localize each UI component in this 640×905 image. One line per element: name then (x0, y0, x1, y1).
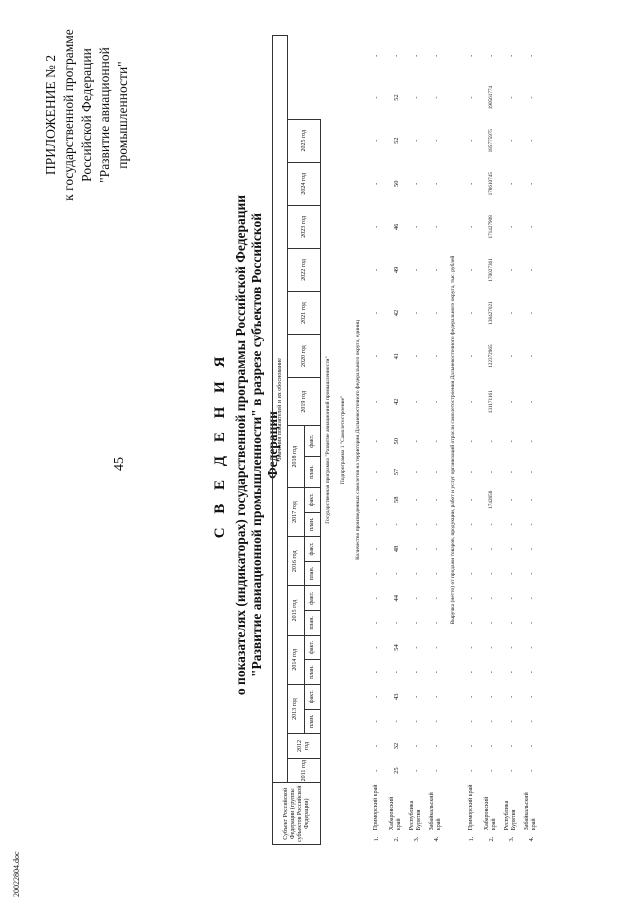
value-cell: - (487, 769, 495, 772)
value-cell: 58 (392, 496, 400, 503)
region-name: Забайкальский край (429, 792, 442, 831)
year-2016-header: 2016 год (288, 537, 305, 586)
fact-header: факт. (304, 684, 321, 709)
value-cell: - (412, 139, 420, 142)
value-cell: - (467, 268, 475, 272)
region-name: Республика Бурятия (504, 800, 517, 831)
table-row (366, 36, 386, 845)
fact-header: факт. (304, 635, 321, 660)
value-cell: - (372, 769, 380, 772)
value-cell: - (527, 523, 535, 526)
table-body (321, 36, 542, 845)
indicators-table (272, 35, 541, 845)
value-cell: 32 (392, 742, 400, 750)
fact-header: факт. (304, 426, 321, 457)
value-cell: - (467, 671, 475, 674)
value-cell: 52 (392, 137, 400, 144)
value-cell: - (467, 311, 475, 315)
year-2014-header: 2014 год (288, 635, 305, 684)
value-cell: - (507, 182, 515, 185)
row-number: 3. (412, 836, 420, 842)
value-cell: - (507, 225, 515, 228)
appendix-line-3: Российской Федерации (79, 48, 94, 182)
table-row (461, 36, 481, 845)
value-cell: - (372, 311, 380, 315)
year-2021-header: 2021 год (288, 291, 321, 334)
value-cell: - (507, 597, 515, 600)
value-cell: 25 (392, 767, 400, 774)
value-cell: - (372, 572, 380, 575)
value-cell: - (412, 597, 420, 600)
value-cell: - (432, 139, 440, 142)
value-cell: - (487, 54, 495, 57)
value-cell: - (527, 621, 535, 624)
year-2012-header: 2012 год (288, 734, 321, 759)
value-cell: - (412, 355, 420, 358)
value-cell: - (432, 671, 440, 674)
region-name: Хабаровский край (389, 796, 402, 831)
value-cell: - (487, 547, 495, 551)
title-line-2: о показателях (индикаторах) государственной программы Российской Федерации (233, 194, 248, 696)
value-cell: - (412, 225, 420, 228)
value-cell: - (467, 182, 475, 185)
region-name: Забайкальский край (524, 792, 537, 831)
value-cell: - (432, 182, 440, 185)
value-cell: - (392, 720, 400, 723)
table-row (521, 36, 541, 845)
value-cell: - (467, 597, 475, 600)
value-cell: - (392, 523, 400, 526)
year-2020-header: 2020 год (288, 335, 321, 378)
value-cell: - (372, 720, 380, 723)
value-cell: - (467, 355, 475, 358)
value-cell: 44 (392, 595, 400, 602)
fact-header: факт. (304, 586, 321, 611)
value-cell: - (432, 769, 440, 772)
value-cell: - (487, 523, 495, 526)
value-cell: - (467, 769, 475, 772)
row-number: 3. (507, 836, 515, 842)
value-cell: - (432, 311, 440, 315)
value-cell: - (527, 440, 535, 443)
value-cell: - (487, 572, 495, 575)
value-cell: 41 (392, 352, 400, 360)
table-row (386, 36, 406, 845)
value-cell: 1742858 (487, 490, 494, 509)
value-cell: - (432, 355, 440, 358)
value-cell: - (527, 182, 535, 185)
value-cell: - (507, 498, 515, 501)
year-2015-header: 2015 год (288, 586, 305, 635)
value-cell: - (432, 597, 440, 600)
value-cell: 131171161 (487, 390, 494, 414)
value-cell: - (507, 311, 515, 315)
value-cell: - (432, 621, 440, 624)
value-cell: - (432, 646, 440, 649)
value-cell: - (507, 400, 515, 403)
value-cell: - (412, 268, 420, 272)
value-cell: - (412, 671, 420, 674)
value-cell: - (432, 547, 440, 551)
appendix-line-5: промышленности" (115, 61, 130, 169)
value-cell: - (467, 139, 475, 142)
value-cell: - (527, 597, 535, 600)
region-name: Хабаровский край (484, 796, 497, 831)
value-cell: - (392, 621, 400, 624)
value-cell: - (527, 572, 535, 575)
value-cell: 57 (392, 468, 400, 476)
value-cell: - (467, 547, 475, 551)
value-cell: 54 (392, 644, 400, 651)
value-cell: - (372, 470, 380, 474)
value-cell: - (372, 547, 380, 551)
col-subject-header: Субъект Российской Федерации (группы субъектов Российской Федерации) (273, 783, 321, 845)
appendix-line-1: ПРИЛОЖЕНИЕ № 2 (43, 54, 58, 176)
value-cell: - (467, 744, 475, 748)
value-cell: - (467, 96, 475, 99)
region-name: Республика Бурятия (409, 800, 422, 831)
value-cell: - (412, 695, 420, 698)
value-cell: - (432, 54, 440, 57)
value-cell: 190561774 (487, 85, 494, 110)
value-cell: - (372, 695, 380, 698)
region-name: Приморский край (467, 784, 474, 831)
row-number: 2. (392, 836, 400, 842)
value-cell: - (527, 311, 535, 315)
table-row (501, 36, 521, 845)
value-cell: - (432, 225, 440, 228)
value-cell: - (467, 54, 475, 57)
value-cell: - (432, 470, 440, 474)
value-cell: - (527, 225, 535, 228)
appendix-line-2: к государственной программе (61, 29, 76, 201)
value-cell: - (412, 646, 420, 649)
value-cell: - (412, 744, 420, 748)
value-cell: - (372, 355, 380, 358)
value-cell: 138427021 (487, 301, 494, 325)
plan-header: план. (304, 561, 321, 586)
value-cell: - (527, 54, 535, 57)
title-heading: С В Е Д Е Н И Я (212, 351, 228, 539)
value-cell: - (507, 621, 515, 624)
value-cell: - (372, 523, 380, 526)
value-cell: - (432, 400, 440, 403)
row-number: 2. (487, 836, 495, 842)
col-values-header: Значения показателей и их обоснование (273, 36, 288, 783)
value-cell: - (412, 440, 420, 443)
year-2011-header: 2011 год (288, 758, 321, 783)
value-cell: - (487, 671, 495, 674)
value-cell: - (412, 621, 420, 624)
value-cell: - (507, 139, 515, 142)
year-2018-header: 2018 год (288, 426, 305, 488)
value-cell: - (527, 96, 535, 99)
value-cell: - (372, 671, 380, 674)
value-cell: - (527, 139, 535, 142)
value-cell: - (507, 720, 515, 723)
value-cell: - (372, 597, 380, 600)
value-cell: - (527, 671, 535, 674)
table-row (406, 36, 426, 845)
row-number: 4. (432, 836, 440, 842)
value-cell: 43 (392, 693, 400, 700)
value-cell: 178610745 (487, 172, 494, 196)
value-cell: - (372, 54, 380, 57)
value-cell: - (507, 695, 515, 698)
value-cell: - (527, 646, 535, 649)
value-cell: - (487, 597, 495, 600)
value-cell: - (412, 498, 420, 501)
value-cell: - (412, 96, 420, 99)
value-cell: - (372, 268, 380, 272)
value-cell: - (412, 572, 420, 575)
value-cell: - (507, 96, 515, 99)
value-cell: - (527, 547, 535, 551)
value-cell: 185775975 (487, 128, 494, 153)
value-cell: - (467, 572, 475, 575)
value-cell: - (507, 547, 515, 551)
value-cell: - (467, 400, 475, 403)
value-cell: - (372, 182, 380, 185)
fact-header: факт. (304, 537, 321, 562)
value-cell: - (487, 720, 495, 723)
year-2013-header: 2013 год (288, 684, 305, 733)
value-cell: 49 (392, 266, 400, 274)
value-cell: - (412, 523, 420, 526)
value-cell: 170027361 (487, 258, 494, 282)
program-label: Государственная программа "Развитие авиационной промышленности" (325, 356, 331, 524)
value-cell: - (392, 572, 400, 575)
value-cell: - (487, 646, 495, 649)
value-cell: - (372, 139, 380, 142)
value-cell: - (487, 621, 495, 624)
value-cell: 42 (392, 398, 400, 406)
value-cell: - (412, 54, 420, 57)
value-cell: - (372, 621, 380, 624)
row-number: 1. (467, 836, 475, 842)
plan-header: план. (304, 709, 321, 734)
value-cell: - (432, 440, 440, 443)
value-cell: 42 (392, 309, 400, 317)
value-cell: - (412, 400, 420, 403)
value-cell: - (412, 547, 420, 551)
value-cell: - (487, 470, 495, 474)
value-cell: 50 (392, 438, 400, 445)
row-number: 4. (527, 836, 535, 842)
value-cell: - (372, 498, 380, 501)
appendix-line-4: "Развитие авиационной (97, 47, 112, 183)
value-cell: - (487, 695, 495, 698)
value-cell: - (432, 498, 440, 501)
value-cell: - (372, 646, 380, 649)
table-row (481, 36, 501, 845)
value-cell: - (467, 523, 475, 526)
value-cell: - (372, 440, 380, 443)
value-cell: - (412, 182, 420, 185)
value-cell: - (372, 744, 380, 748)
region-name: Приморский край (372, 784, 379, 831)
value-cell: - (412, 769, 420, 772)
value-cell: - (527, 769, 535, 772)
value-cell: - (372, 225, 380, 228)
year-2019-header: 2019 год (288, 378, 321, 426)
value-cell: 46 (392, 223, 400, 231)
value-cell: - (507, 523, 515, 526)
plan-header: план. (304, 611, 321, 636)
value-cell: - (507, 268, 515, 272)
value-cell: - (487, 440, 495, 443)
value-cell: 122372965 (487, 344, 494, 368)
value-cell: - (467, 498, 475, 501)
appendix-header (42, 15, 132, 215)
value-cell: - (507, 440, 515, 443)
fact-header: факт. (304, 487, 321, 512)
value-cell: - (467, 225, 475, 228)
subprogram-label: Подпрограмма 1 "Самолетостроение" (340, 395, 346, 485)
value-cell: - (432, 268, 440, 272)
value-cell: - (467, 440, 475, 443)
year-2025-header: 2025 год (288, 119, 321, 162)
value-cell: - (467, 621, 475, 624)
value-cell: - (432, 523, 440, 526)
value-cell: - (372, 96, 380, 99)
title-line-3: "Развитие авиационной промышленности" в разрезе субъектов Российской Федерации (249, 212, 280, 678)
document-title (212, 185, 281, 705)
value-cell: 171427908 (487, 215, 494, 239)
value-cell: - (372, 400, 380, 403)
value-cell: - (467, 646, 475, 649)
value-cell: - (432, 695, 440, 698)
plan-header: план. (304, 660, 321, 685)
year-2022-header: 2022 год (288, 248, 321, 291)
value-cell: - (507, 54, 515, 57)
year-2024-header: 2024 год (288, 162, 321, 205)
value-cell: - (507, 646, 515, 649)
page-number: 45 (112, 457, 127, 471)
value-cell: 52 (392, 94, 400, 101)
value-cell: - (467, 720, 475, 723)
value-cell: - (432, 720, 440, 723)
value-cell: - (412, 470, 420, 474)
value-cell: - (527, 355, 535, 358)
value-cell: - (412, 311, 420, 315)
value-cell: - (432, 572, 440, 575)
value-cell: - (487, 744, 495, 748)
value-cell: - (432, 744, 440, 748)
value-cell: 50 (392, 180, 400, 187)
value-cell: - (392, 54, 400, 57)
document-id: 20022804.doc (12, 851, 21, 897)
value-cell: - (527, 695, 535, 698)
value-cell: - (527, 268, 535, 272)
value-cell: - (412, 720, 420, 723)
table-row (426, 36, 446, 845)
row-number: 1. (372, 836, 380, 842)
value-cell: - (507, 769, 515, 772)
value-cell: - (527, 400, 535, 403)
value-cell: - (467, 470, 475, 474)
value-cell: - (467, 695, 475, 698)
value-cell: 48 (392, 545, 400, 553)
value-cell: - (507, 470, 515, 474)
section-1-label: Количество произведенных самолетов на территории Дальневосточного федерального округа, единиц (355, 320, 361, 560)
value-cell: - (507, 355, 515, 358)
year-2023-header: 2023 год (288, 205, 321, 248)
value-cell: - (392, 671, 400, 674)
value-cell: - (432, 96, 440, 99)
plan-header: план. (304, 512, 321, 537)
value-cell: - (507, 671, 515, 674)
value-cell: - (527, 498, 535, 501)
plan-header: план. (304, 457, 321, 488)
value-cell: - (507, 572, 515, 575)
value-cell: - (527, 744, 535, 748)
value-cell: - (507, 744, 515, 748)
value-cell: - (527, 470, 535, 474)
year-2017-header: 2017 год (288, 487, 305, 536)
value-cell: - (527, 720, 535, 723)
section-2-label: Выручка (нетто) от продажи товаров, продукции, работ и услуг организаций отрасли самолетостроения Дальневосточного федерального округа, тыс. рублей (450, 255, 456, 625)
